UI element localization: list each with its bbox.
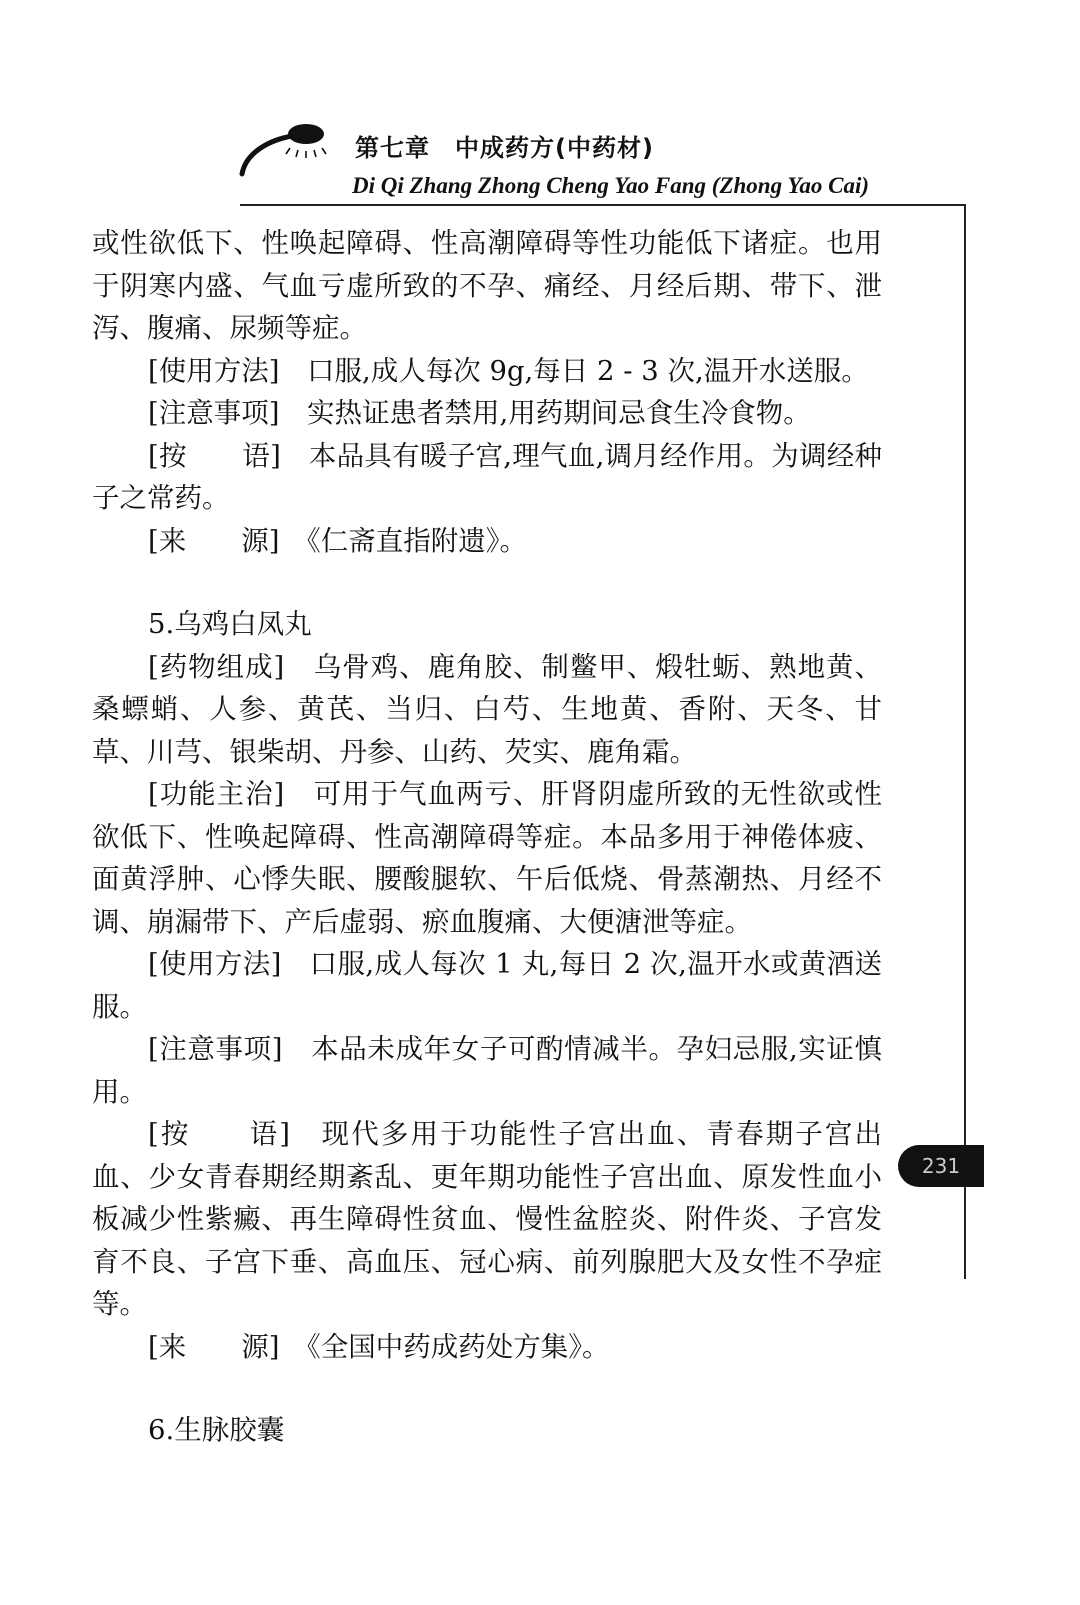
prev-caution-label: [注意事项] <box>148 397 280 429</box>
s5-function <box>92 773 882 943</box>
section-5-title: 5.乌鸡白凤丸 <box>148 608 312 640</box>
prev-note-label: [按 语] <box>148 439 281 472</box>
s5-function-text: 可用于气血两亏、肝肾阴虚所致的无性欲或性欲低下、性唤起障碍、性高潮障碍等症。本品多用于神倦体疲、面黄浮肿、心悸失眠、腰酸腿软、午后低烧、骨蒸潮热、月经不调、崩漏带下、产后虚弱、瘀血腹痛、大便溏泄等症。 <box>92 778 883 938</box>
margin-rule <box>964 204 966 1279</box>
page-body <box>92 222 882 1452</box>
chapter-title: 第七章 中成药方(中药材) <box>355 134 654 162</box>
prev-caution <box>92 392 882 435</box>
prev-usage-text: 口服,成人每次 9g,每日 2 - 3 次,温开水送服。 <box>306 354 869 387</box>
s5-usage-text: 口服,成人每次 1 丸,每日 2 次,温开水或黄酒送服。 <box>92 948 883 1023</box>
s5-composition-label: [药物组成] <box>148 650 285 683</box>
s5-composition <box>92 646 882 774</box>
lamp-icon <box>236 118 346 178</box>
intro-paragraph: 或性欲低下、性唤起障碍、性高潮障碍等性功能低下诸症。也用于阴寒内盛、气血亏虚所致的不孕、痛经、月经后期、带下、泄泻、腹痛、尿频等症。 <box>92 227 882 344</box>
chapter-pinyin: Di Qi Zhang Zhong Cheng Yao Fang (Zhong Yao Cai) <box>352 173 870 198</box>
prev-usage-label: [使用方法] <box>148 354 280 387</box>
prev-note-text: 本品具有暖子宫,理气血,调月经作用。为调经种子之常药。 <box>92 439 883 514</box>
s5-note <box>92 1113 882 1326</box>
header-rule <box>240 204 965 206</box>
prev-source-text: 《仁斋直指附遗》。 <box>306 524 527 557</box>
prev-source-label: [来 源] <box>148 524 280 557</box>
s5-caution-label: [注意事项] <box>148 1033 283 1065</box>
s5-note-text: 现代多用于功能性子宫出血、青春期子宫出血、少女青春期经期紊乱、更年期功能性子宫出血、原发性血小板减少性紫癜、再生障碍性贫血、慢性盆腔炎、附件炎、子宫发育不良、子宫下垂、高血压、冠心病、前列腺肥大及女性不孕症等。 <box>92 1118 882 1320</box>
s5-caution <box>92 1028 882 1113</box>
s5-composition-text: 乌骨鸡、鹿角胶、制鳖甲、煅牡蛎、熟地黄、桑螵蛸、人参、黄芪、当归、白芍、生地黄、香附、天冬、甘草、川芎、银柴胡、丹参、山药、芡实、鹿角霜。 <box>92 650 883 768</box>
s5-usage <box>92 943 882 1028</box>
prev-usage <box>92 350 882 393</box>
s5-note-label: [按 语] <box>148 1118 290 1150</box>
s5-source-text: 《全国中药成药处方集》。 <box>306 1330 610 1363</box>
s5-source-label: [来 源] <box>148 1330 280 1363</box>
prev-source <box>92 520 882 563</box>
prev-note <box>92 435 882 520</box>
section-6-title: 6.生脉胶囊 <box>148 1414 285 1446</box>
prev-caution-text: 实热证患者禁用,用药期间忌食生冷食物。 <box>306 397 811 429</box>
s5-function-label: [功能主治] <box>148 778 285 810</box>
s5-caution-text: 本品未成年女子可酌情减半。孕妇忌服,实证慎用。 <box>92 1033 883 1108</box>
page-number-tab: 231 <box>898 1145 984 1187</box>
s5-usage-label: [使用方法] <box>148 948 282 980</box>
s5-source <box>92 1326 882 1369</box>
